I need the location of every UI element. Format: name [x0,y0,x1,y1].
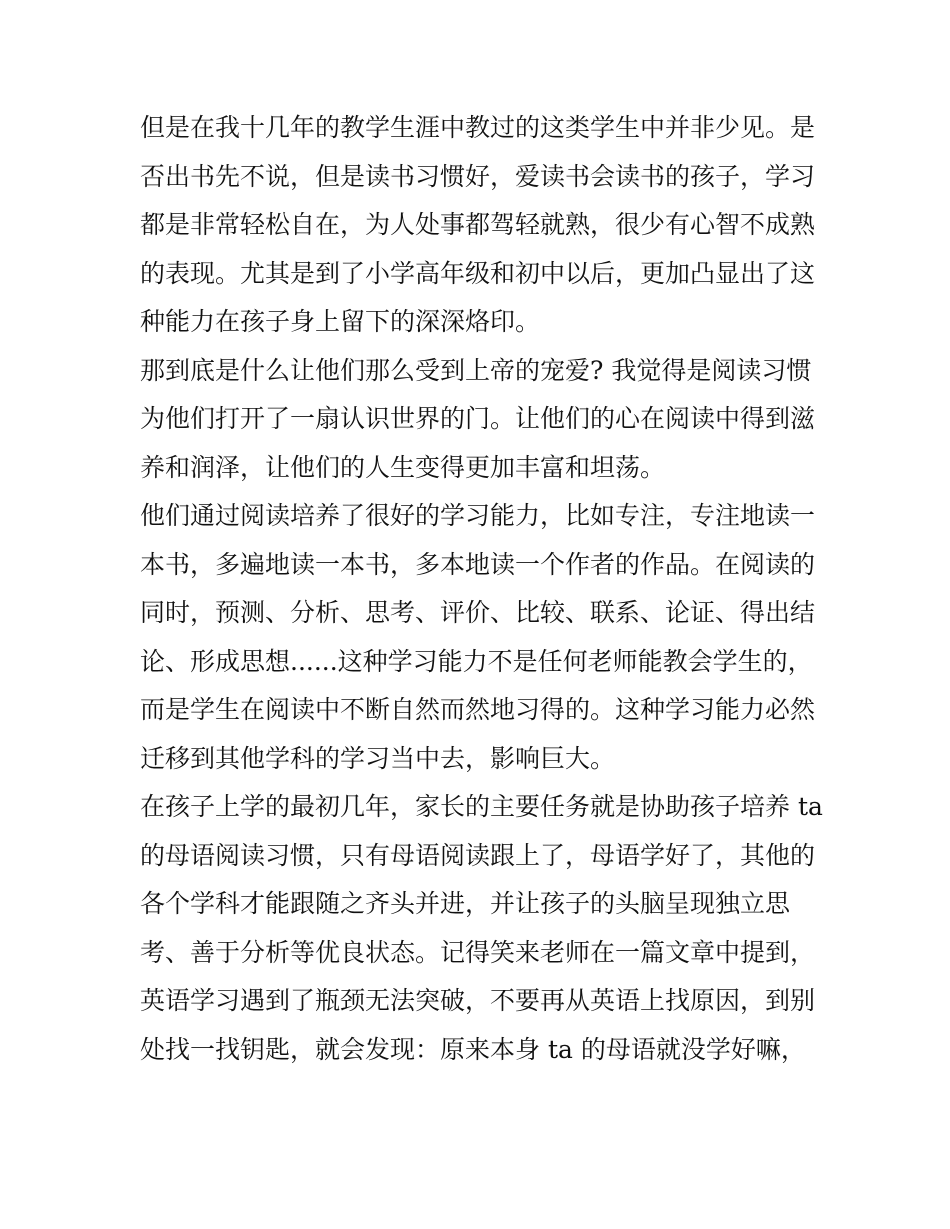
text-line: 他们通过阅读培养了很好的学习能力，比如专注，专注地读一 [140,501,816,530]
text-line: 种能力在孩子身上留下的深深烙印。 [140,307,541,336]
text-line: 考、善于分析等优良状态。记得笑来老师在一篇文章中提到， [140,937,816,967]
text-line: 的表现。尤其是到了小学高年级和初中以后，更加凸显出了这 [140,258,816,288]
text-line: 为他们打开了一扇认识世界的门。让他们的心在阅读中得到滋 [140,404,816,433]
text-line: 的母语阅读习惯，只有母语阅读跟上了，母语学好了，其他的 [140,840,816,870]
text-line: 在孩子上学的最初几年，家长的主要任务就是协助孩子培养 ta [140,792,823,821]
text-line: 都是非常轻松自在，为人处事都驾轻就熟，很少有心智不成熟 [140,210,816,239]
text-line: 那到底是什么让他们那么受到上帝的宠爱? 我觉得是阅读习惯 [140,355,812,385]
text-line: 养和润泽，让他们的人生变得更加丰富和坦荡。 [140,452,666,482]
text-line: 论、形成思想......这种学习能力不是任何老师能教会学生的， [140,646,813,676]
text-line: 处找一找钥匙，就会发现：原来本身 ta 的母语就没学好嘛， [140,1034,806,1064]
text-line: 同时，预测、分析、思考、评价、比较、联系、论证、得出结 [140,598,816,627]
body-text [140,104,823,1074]
text-line: 迁移到其他学科的学习当中去，影响巨大。 [140,743,616,773]
text-line: 但是在我十几年的教学生涯中教过的这类学生中并非少见。是 [140,113,816,142]
text-line: 各个学科才能跟随之齐头并进，并让孩子的头脑呈现独立思 [140,889,791,918]
text-line: 否出书先不说，但是读书习惯好，爱读书会读书的孩子，学习 [140,161,816,191]
text-line: 英语学习遇到了瓶颈无法突破，不要再从英语上找原因，到别 [140,986,816,1015]
text-line: 本书，多遍地读一本书，多本地读一个作者的作品。在阅读的 [140,549,816,579]
text-line: 而是学生在阅读中不断自然而然地习得的。这种学习能力必然 [140,695,816,724]
